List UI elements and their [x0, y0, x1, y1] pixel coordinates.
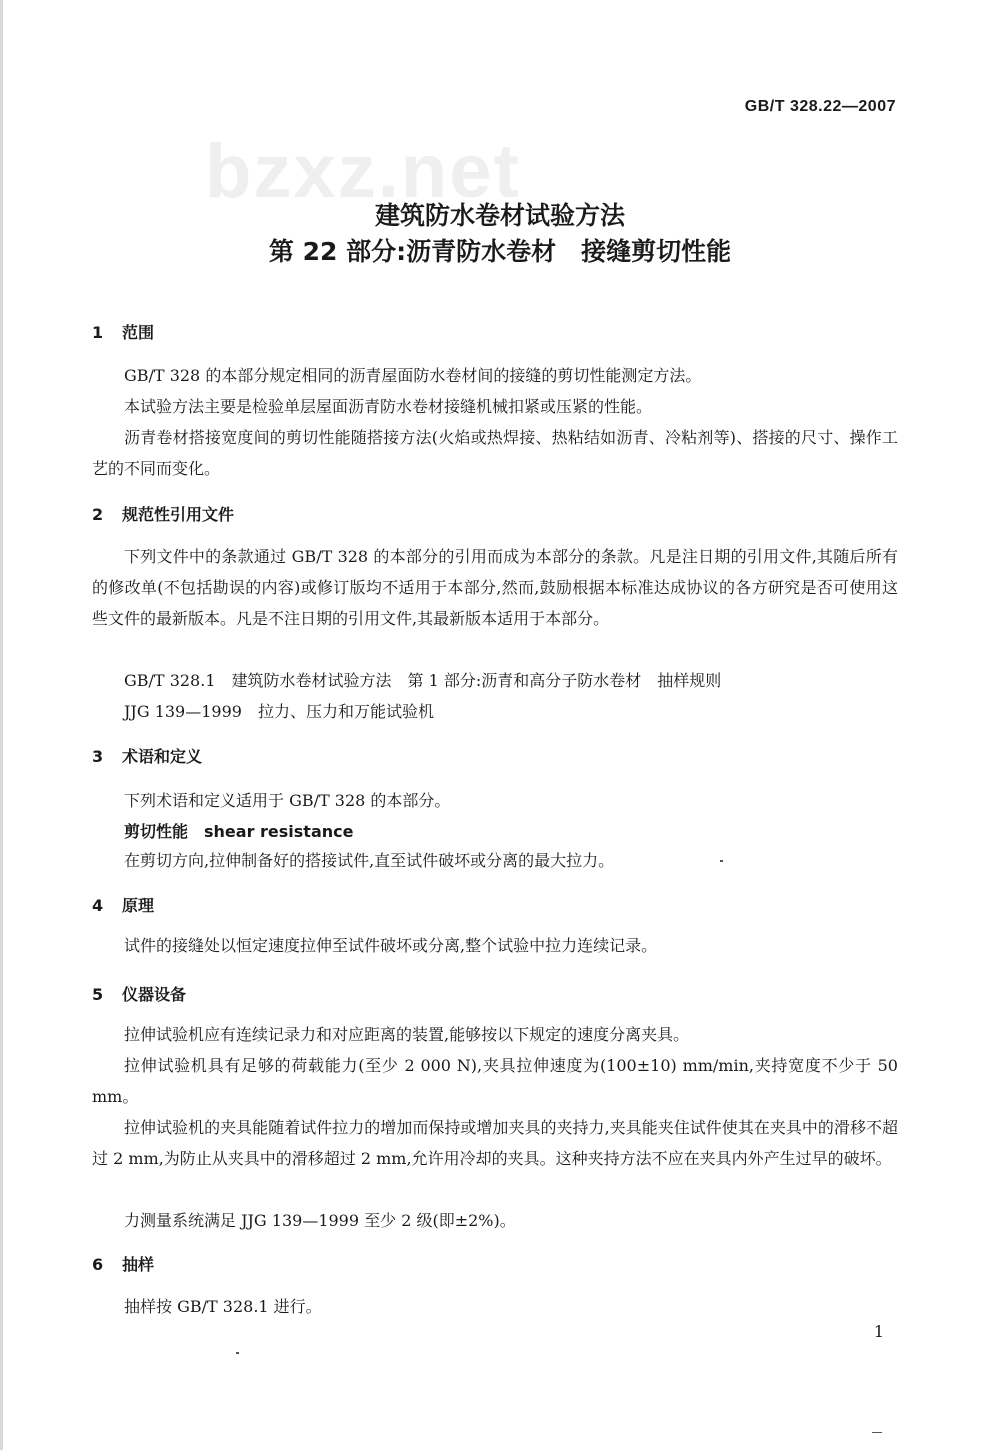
- scan-speck: [720, 860, 723, 862]
- document-title: 建筑防水卷材试验方法: [374, 201, 625, 230]
- paragraph: 试件的接缝处以恒定速度拉伸至试件破坏或分离,整个试验中拉力连续记录。: [124, 936, 658, 955]
- term-definition: 在剪切方向,拉伸制备好的搭接试件,直至试件破坏或分离的最大拉力。: [124, 851, 615, 870]
- section-1-heading: [92, 320, 154, 343]
- paragraph: 本试验方法主要是检验单层屋面沥青防水卷材接缝机械扣紧或压紧的性能。: [124, 397, 653, 416]
- section-6-heading: [92, 1252, 154, 1275]
- term-entry: 剪切性能 shear resistance: [124, 822, 354, 841]
- section-title: 规范性引用文件: [122, 505, 235, 524]
- normative-reference: JJG 139—1999 拉力、压力和万能试验机: [124, 702, 434, 721]
- paragraph: 力测量系统满足 JJG 139—1999 至少 2 级(即±2%)。: [124, 1211, 516, 1230]
- section-title: 范围: [122, 323, 155, 342]
- section-title: 原理: [122, 896, 155, 915]
- watermark-logo: bzxz.net: [205, 129, 521, 214]
- section-5-heading: [92, 982, 186, 1005]
- section-title: 抽样: [122, 1255, 155, 1274]
- scan-speck: [236, 1352, 239, 1354]
- section-4-heading: [92, 893, 154, 916]
- standard-number: GB/T 328.22—2007: [744, 98, 896, 115]
- section-title: 术语和定义: [122, 747, 203, 766]
- section-number: 5: [92, 985, 104, 1004]
- normative-reference: GB/T 328.1 建筑防水卷材试验方法 第 1 部分:沥青和高分子防水卷材 抽样规则: [124, 671, 722, 690]
- paragraph: 拉伸试验机具有足够的荷载能力(至少 2 000 N),夹具拉伸速度为(100±10) mm/min,夹持宽度不少于 50 mm。: [92, 1056, 898, 1106]
- paragraph: 抽样按 GB/T 328.1 进行。: [124, 1297, 322, 1316]
- paragraph: 拉伸试验机应有连续记录力和对应距离的装置,能够按以下规定的速度分离夹具。: [124, 1025, 690, 1044]
- section-number: 2: [92, 505, 104, 524]
- scan-mark: [872, 1432, 882, 1433]
- section-number: 1: [92, 323, 104, 342]
- page-number: 1: [873, 1322, 884, 1341]
- paragraph: 下列术语和定义适用于 GB/T 328 的本部分。: [124, 791, 451, 810]
- paragraph: GB/T 328 的本部分规定相同的沥青屋面防水卷材间的接缝的剪切性能测定方法。: [124, 366, 702, 385]
- section-number: 6: [92, 1255, 104, 1274]
- paragraph: 下列文件中的条款通过 GB/T 328 的本部分的引用而成为本部分的条款。凡是注日期的引用文件,其随后所有的修改单(不包括勘误的内容)或修订版均不适用于本部分,然而,鼓励根据本标准达成协议的各方研究是否可使用这些文件的最新版本。凡是不注日期的引用文件,其最新版本适用于本部分。: [92, 547, 898, 628]
- section-3-heading: [92, 744, 202, 767]
- section-2-heading: [92, 502, 234, 525]
- document-subtitle: 第 22 部分:沥青防水卷材 接缝剪切性能: [268, 237, 732, 266]
- section-title: 仪器设备: [122, 985, 187, 1004]
- section-number: 3: [92, 747, 104, 766]
- section-number: 4: [92, 896, 104, 915]
- paragraph: 沥青卷材搭接宽度间的剪切性能随搭接方法(火焰或热焊接、热粘结如沥青、冷粘剂等)、搭接的尺寸、操作工艺的不同而变化。: [92, 428, 898, 478]
- paragraph: 拉伸试验机的夹具能随着试件拉力的增加而保持或增加夹具的夹持力,夹具能夹住试件使其在夹具中的滑移不超过 2 mm,为防止从夹具中的滑移超过 2 mm,允许用冷却的夹具。这种夹持方法不应在夹具内外产生过早的破坏。: [92, 1118, 898, 1168]
